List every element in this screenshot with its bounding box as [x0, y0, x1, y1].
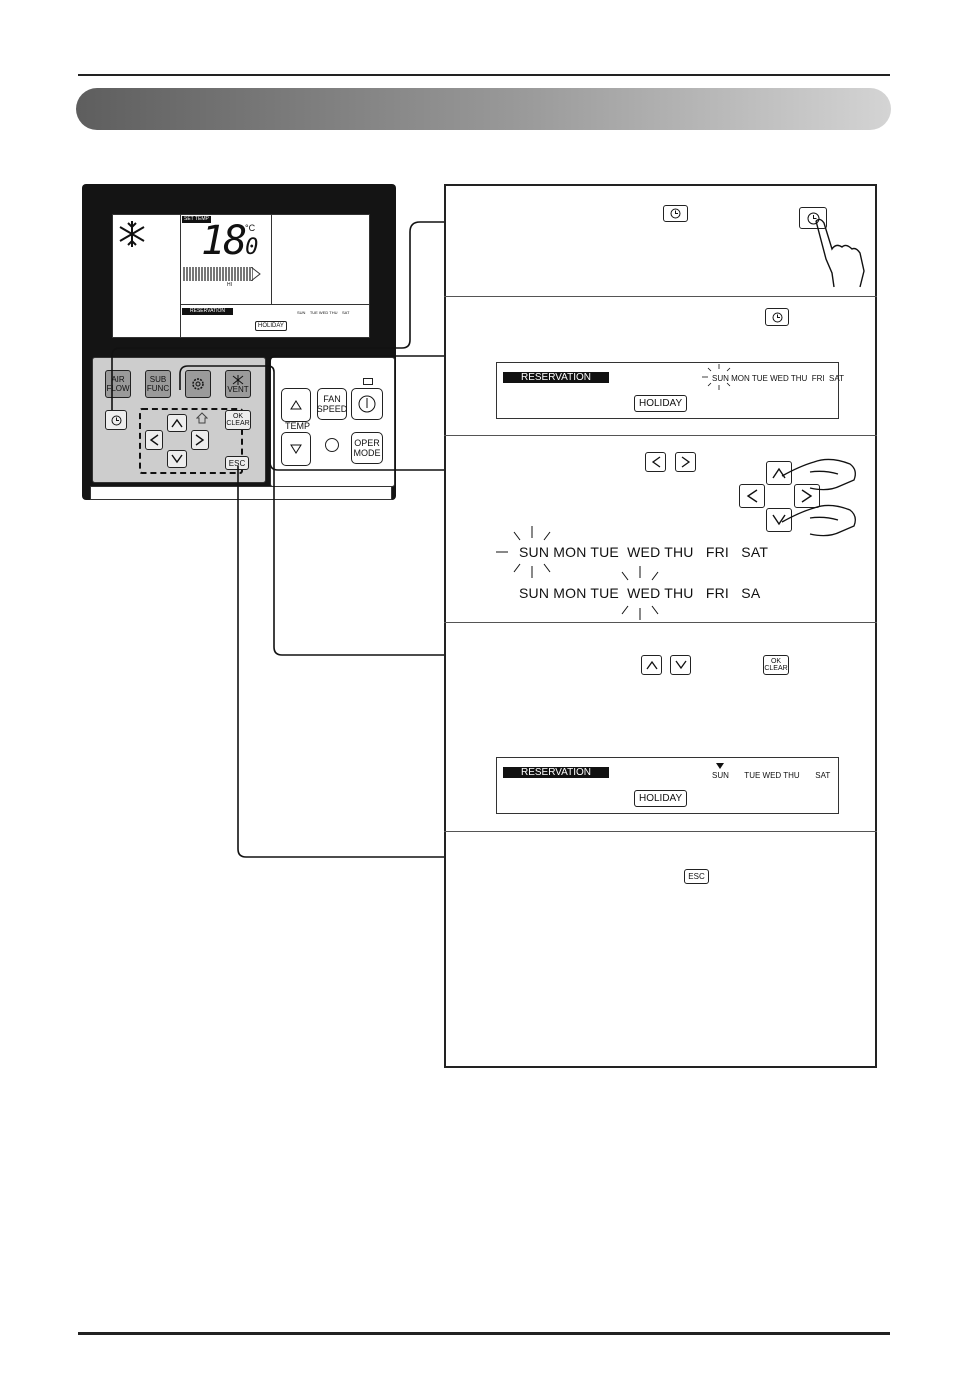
ok-clear-button[interactable]: OK CLEAR — [225, 410, 251, 430]
step4-ok-clear-icon: OK CLEAR — [763, 655, 789, 675]
chevron-up-icon — [646, 660, 658, 670]
bottom-rule — [78, 1332, 890, 1335]
step3-days-line2: SUN MON TUE WED THU FRI SA — [519, 585, 761, 601]
temperature-decimal: 0 — [245, 235, 259, 260]
step2-days: SUN MON TUE WED THU FRI SAT — [712, 374, 845, 383]
step5-esc-icon: ESC — [684, 869, 709, 884]
step2-reservation-icon — [765, 308, 789, 326]
step4-lcd-strip — [496, 757, 839, 814]
fan-speed-button[interactable]: FAN SPEED — [317, 388, 347, 420]
fan-speed-label: HI — [227, 282, 232, 288]
blink-indicator-wed-icon — [606, 566, 676, 620]
chevron-down-icon — [675, 660, 687, 670]
step3-days-line1: SUN MON TUE WED THU FRI SAT — [519, 544, 769, 560]
vent-button-label: VENT — [227, 384, 249, 394]
pressing-hands-icon — [780, 452, 860, 544]
airflow-button[interactable]: AIR FLOW — [105, 370, 131, 398]
temp-label: TEMP — [285, 421, 311, 431]
blink-indicator-icon — [702, 364, 736, 390]
subfunc-button[interactable]: SUB FUNC — [145, 370, 171, 398]
step3-right-icon — [675, 452, 696, 472]
step4-reservation-label: RESERVATION — [503, 767, 609, 778]
step-separator-3 — [444, 622, 877, 623]
steps-panel — [444, 184, 877, 1068]
step3-left-key — [739, 484, 765, 508]
step2-reservation-label: RESERVATION — [503, 372, 609, 383]
pointing-hand-icon — [812, 215, 868, 289]
step4-holiday-label: HOLIDAY — [634, 790, 687, 807]
lcd-days: SUN TUE WED THU SAT — [297, 310, 350, 315]
lcd-reservation-label: RESERVATION — [182, 308, 233, 315]
step-separator-4 — [444, 831, 877, 832]
blink-indicator-sun-icon — [494, 524, 574, 580]
step4-down-icon — [670, 655, 691, 675]
temperature-unit: °C — [245, 223, 256, 233]
step1-reservation-icon — [663, 205, 688, 222]
set-temp-label: SET TEMP — [184, 216, 209, 222]
step2-holiday-label: HOLIDAY — [634, 395, 687, 412]
step-separator-2 — [444, 435, 877, 436]
chevron-right-icon — [681, 456, 691, 468]
clock-icon — [670, 208, 681, 219]
esc-button[interactable]: ESC — [225, 456, 249, 470]
lcd-holiday-label: HOLIDAY — [255, 321, 287, 331]
temperature-main: 18 — [201, 218, 246, 264]
marker-triangle-icon — [716, 763, 724, 769]
step-separator-1 — [444, 296, 877, 297]
step2-lcd-strip — [496, 362, 845, 419]
chevron-left-icon — [651, 456, 661, 468]
oper-mode-button[interactable]: OPER MODE — [351, 432, 383, 464]
clock-icon — [772, 312, 783, 323]
chevron-left-icon — [746, 489, 758, 503]
step4-days: SUN TUE WED THU SAT — [712, 771, 831, 780]
step4-up-icon — [641, 655, 662, 675]
step3-left-icon — [645, 452, 666, 472]
